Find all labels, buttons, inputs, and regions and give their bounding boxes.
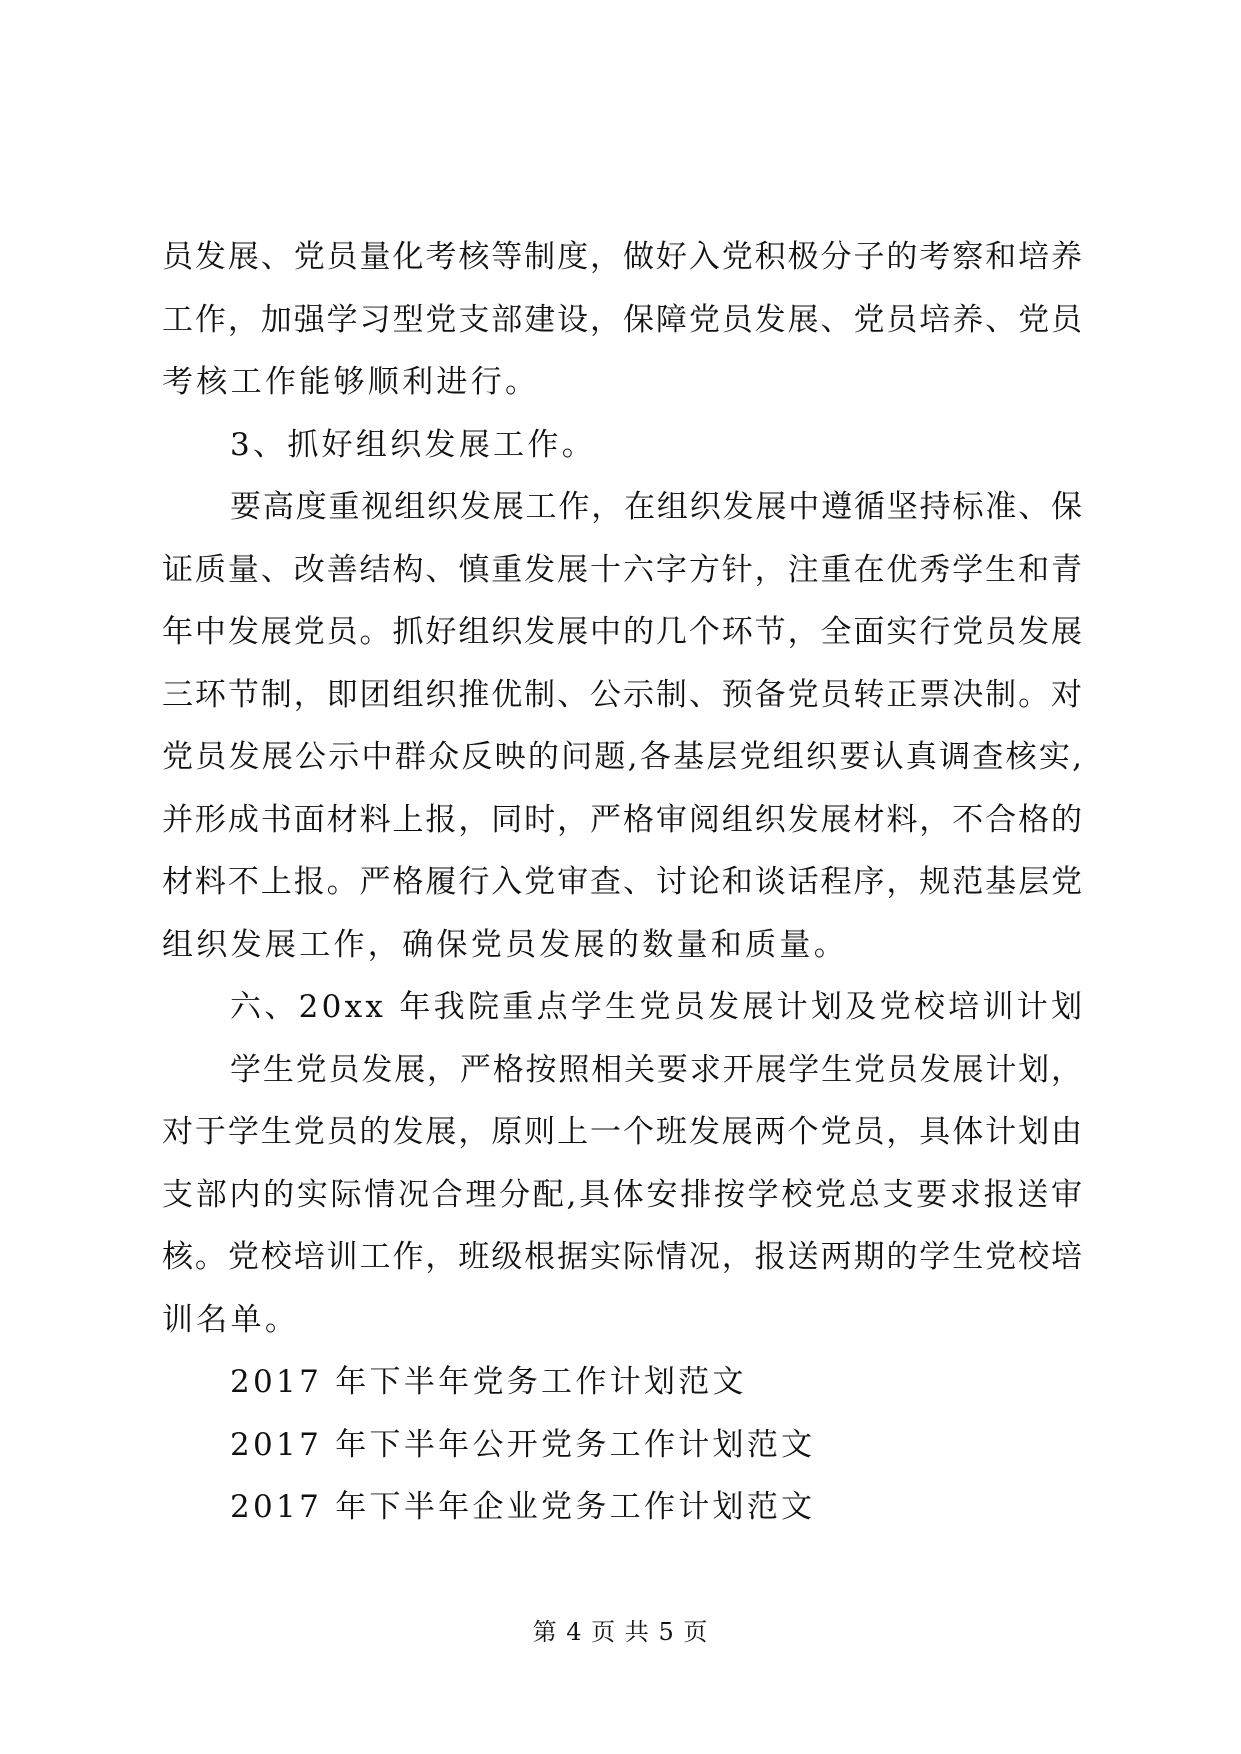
text-line: 并形成书面材料上报，同时，严格审阅组织发展材料，不合格的: [162, 801, 1082, 838]
section-heading: 3、抓好组织发展工作。: [230, 426, 597, 463]
page-number-footer: 第 4 页 共 5 页: [532, 1618, 709, 1646]
text-line: 党员发展公示中群众反映的问题,各基层党组织要认真调查核实,: [162, 739, 1082, 775]
related-article-link[interactable]: 2017 年下半年公开党务工作计划范文: [230, 1426, 816, 1463]
section-heading: 六、20xx 年我院重点学生党员发展计划及党校培训计划: [230, 989, 1086, 1025]
related-article-link[interactable]: 2017 年下半年企业党务工作计划范文: [230, 1489, 816, 1525]
document-body: [162, 226, 1086, 1539]
text-line: 员发展、党员量化考核等制度，做好入党积极分子的考察和培养: [162, 239, 1082, 275]
text-line: 对于学生党员的发展，原则上一个班发展两个党员，具体计划由: [162, 1114, 1082, 1150]
text-line: 材料不上报。严格履行入党审查、讨论和谈话程序，规范基层党: [162, 864, 1082, 900]
text-line: 组织发展工作，确保党员发展的数量和质量。: [162, 926, 848, 963]
text-line: 要高度重视组织发展工作，在组织发展中遵循坚持标准、保: [230, 489, 1082, 525]
related-article-link[interactable]: 2017 年下半年党务工作计划范文: [230, 1364, 747, 1400]
text-line: 核。党校培训工作，班级根据实际情况，报送两期的学生党校培: [162, 1239, 1082, 1275]
text-line: 支部内的实际情况合理分配,具体安排按学校党总支要求报送审: [162, 1176, 1082, 1213]
text-line: 三环节制，即团组织推优制、公示制、预备党员转正票决制。对: [162, 676, 1082, 713]
text-line: 考核工作能够顺利进行。: [162, 364, 540, 400]
text-line: 学生党员发展，严格按照相关要求开展学生党员发展计划，: [230, 1051, 1082, 1088]
text-line: 训名单。: [162, 1301, 300, 1338]
text-line: 工作，加强学习型党支部建设，保障党员发展、党员培养、党员: [162, 301, 1082, 338]
text-line: 年中发展党员。抓好组织发展中的几个环节，全面实行党员发展: [162, 614, 1082, 650]
text-line: 证质量、改善结构、慎重发展十六字方针，注重在优秀学生和青: [162, 551, 1082, 588]
